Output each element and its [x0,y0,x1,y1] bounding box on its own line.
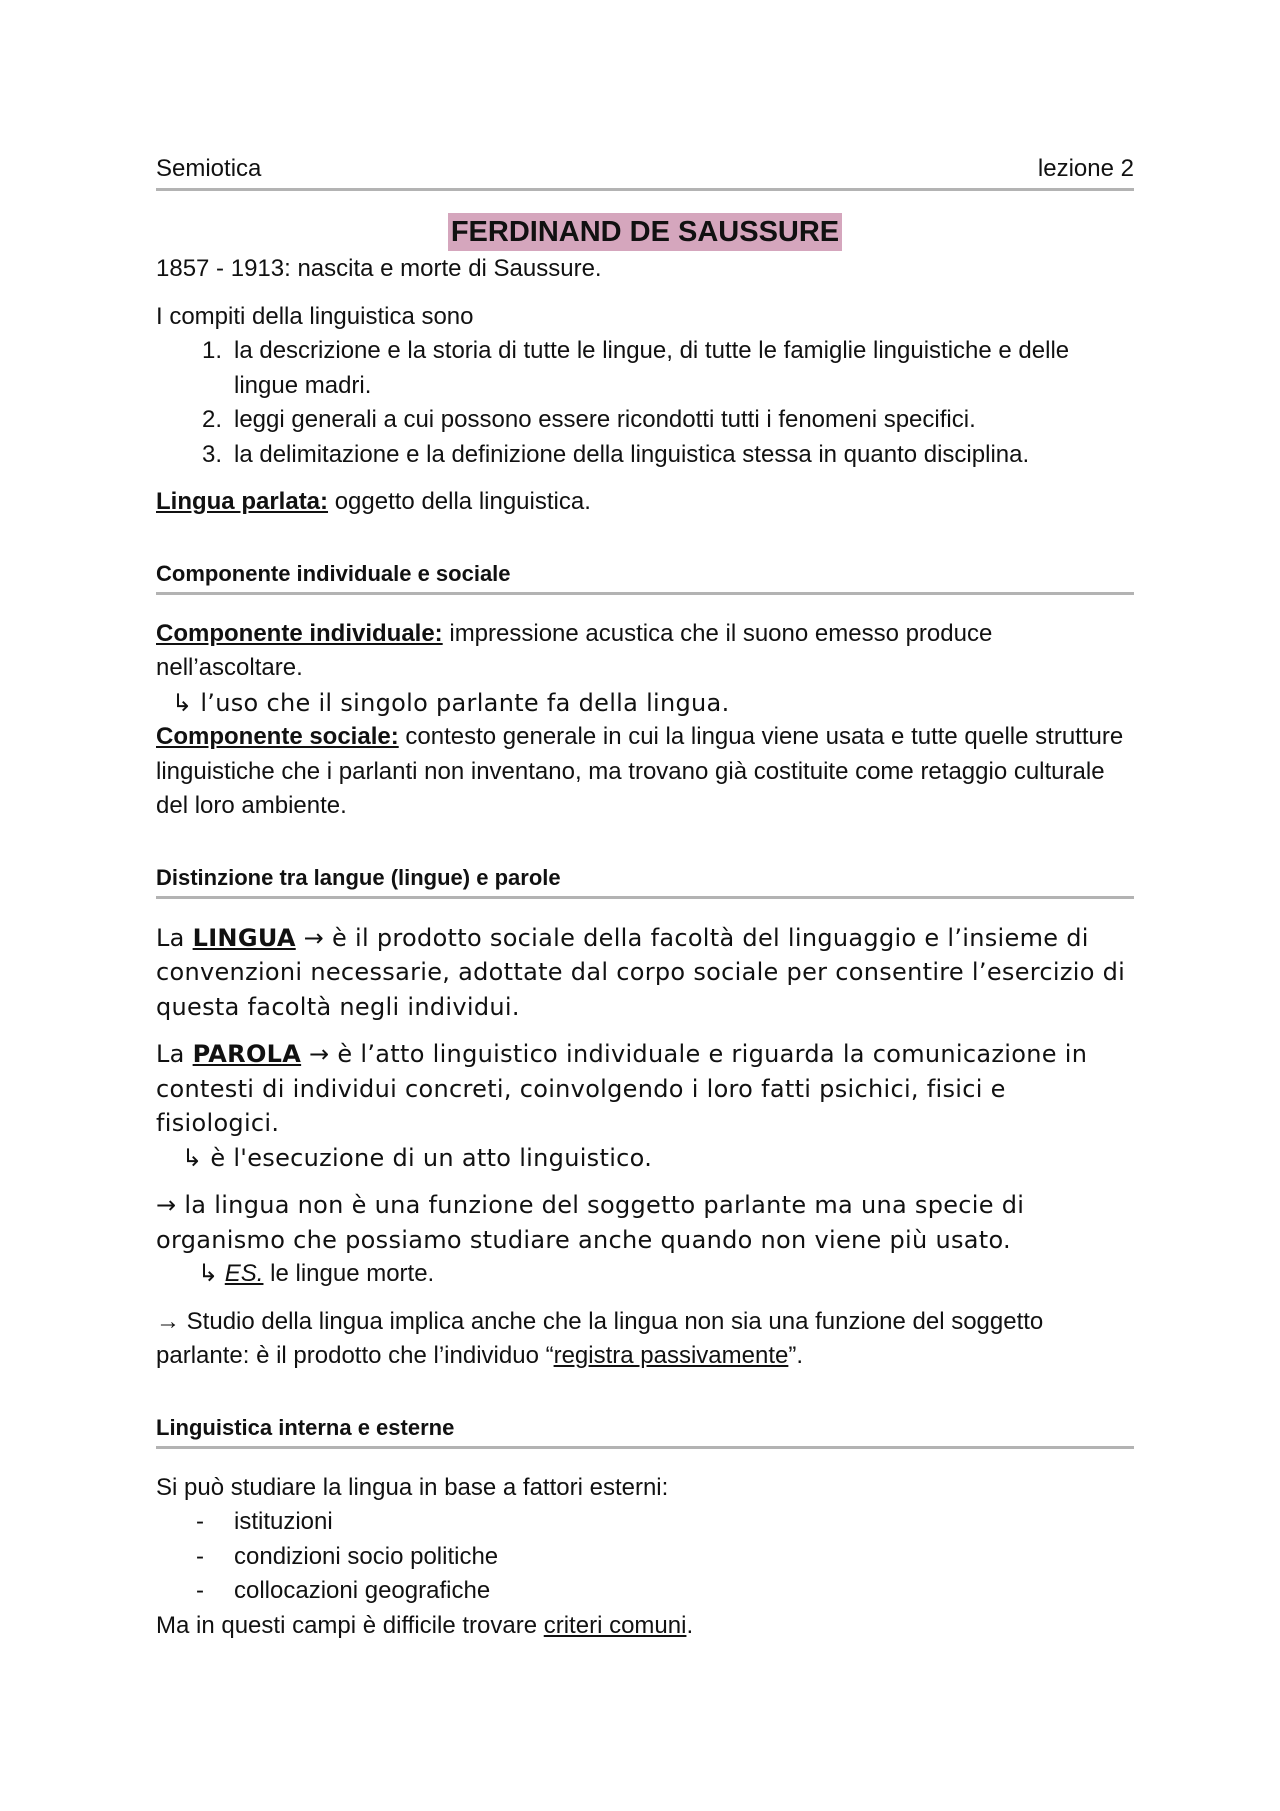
list-number: 3. [201,440,222,468]
list-item [156,1540,1134,1575]
section-heading-componente: Componente individuale e sociale [156,558,1134,595]
studio-suffix: ”. [788,1342,804,1369]
list-item [156,403,1134,438]
componente-individuale-text: impressione acustica che il suono emesso produce nell’ascoltare. [156,619,993,681]
section-heading-linguistica: Linguistica interna e esterne [156,1412,1134,1449]
componente-sociale-text: contesto generale in cui la lingua viene usata e tutte quelle strutture linguistiche che i parlanti non inventano, ma trovano già costituite come retaggio culturale del loro ambiente. [156,723,1124,819]
parola-label: PAROLA [192,1040,302,1068]
list-text: la descrizione e la storia di tutte le lingue, di tutte le famiglie linguistiche e delle lingue madri. [234,337,1070,399]
list-item [156,438,1134,473]
list-text: collocazioni geografiche [234,1577,491,1604]
lingua-text: → è il prodotto sociale della facoltà del linguaggio e l’insieme di convenzioni necessarie, adottate dal corpo sociale per consentire l’esercizio di questa facoltà negli individui. [156,923,1126,1021]
lingua-parlata-text: oggetto della linguistica. [328,488,591,515]
organismo-line: → la lingua non è una funzione del soggetto parlante ma una specie di organismo che possiamo studiare anche quando non viene più usato. [156,1191,1025,1254]
es-line [156,1257,1134,1292]
studio-line [156,1305,1134,1374]
lingua-parlata-line [156,485,1134,520]
closing-prefix: Ma in questi campi è difficile trovare [156,1611,544,1639]
fattori-list [156,1505,1134,1609]
list-text: la delimitazione e la definizione della linguistica stessa in quanto disciplina. [234,440,1030,468]
title-wrap [156,213,1134,252]
page-header [156,152,1134,191]
header-lesson: lezione 2 [1037,155,1134,182]
es-text: le lingue morte. [263,1260,435,1287]
closing-line [156,1609,1134,1644]
list-text: leggi generali a cui possono essere ricondotti tutti i fenomeni specifici. [234,406,976,433]
lingua-parlata-label: Lingua parlata: [156,488,329,515]
closing-underlined: criteri comuni [543,1611,687,1639]
document-content [156,152,1134,1643]
studio-prefix: → Studio della lingua implica anche che la lingua non sia una funzione del soggetto parlante: è il prodotto che l’individuo “ [156,1307,1044,1369]
es-arrow: ↳ [198,1260,225,1287]
list-bullet: - [196,1577,204,1604]
list-item [156,1505,1134,1540]
parola-prefix: La [156,1040,193,1068]
list-number: 1. [201,337,222,364]
list-bullet: - [196,1542,204,1570]
lingua-prefix: La [156,923,193,952]
parola-text: → è l’atto linguistico individuale e riguarda la comunicazione in contesti di individui concreti, coinvolgendo i loro fatti psichici, fisici e fisiologici. [156,1040,1088,1137]
section-heading-distinzione: Distinzione tra langue (lingue) e parole [156,862,1134,899]
compiti-intro: I compiti della linguistica sono [156,302,474,330]
list-item [156,1574,1134,1609]
parola-definition [156,1037,1134,1141]
closing-suffix: . [686,1611,694,1639]
fattori-intro: Si può studiare la lingua in base a fattori esterni: [156,1473,669,1501]
componente-individuale-label: Componente individuale: [156,619,443,647]
lingua-label: LINGUA [192,923,296,952]
page-title: FERDINAND DE SAUSSURE [448,213,842,251]
componente-sociale-label: Componente sociale: [156,723,399,750]
es-label: ES. [224,1260,264,1287]
list-text: condizioni socio politiche [234,1542,499,1570]
compiti-list [156,334,1134,472]
componente-individuale-arrow: ↳ l’uso che il singolo parlante fa della lingua. [172,688,730,717]
list-text: istituzioni [234,1508,333,1535]
studio-underlined: registra passivamente [553,1342,789,1369]
dates-line: 1857 - 1913: nascita e morte di Saussure. [156,255,602,282]
lingua-definition [156,921,1134,1025]
componente-individuale [156,617,1134,686]
header-subject: Semiotica [156,155,262,182]
list-number: 2. [201,406,222,433]
list-item [156,334,1134,403]
parola-arrow: ↳ è l'esecuzione di un atto linguistico. [182,1143,653,1172]
list-bullet: - [196,1508,204,1535]
componente-sociale [156,720,1134,824]
